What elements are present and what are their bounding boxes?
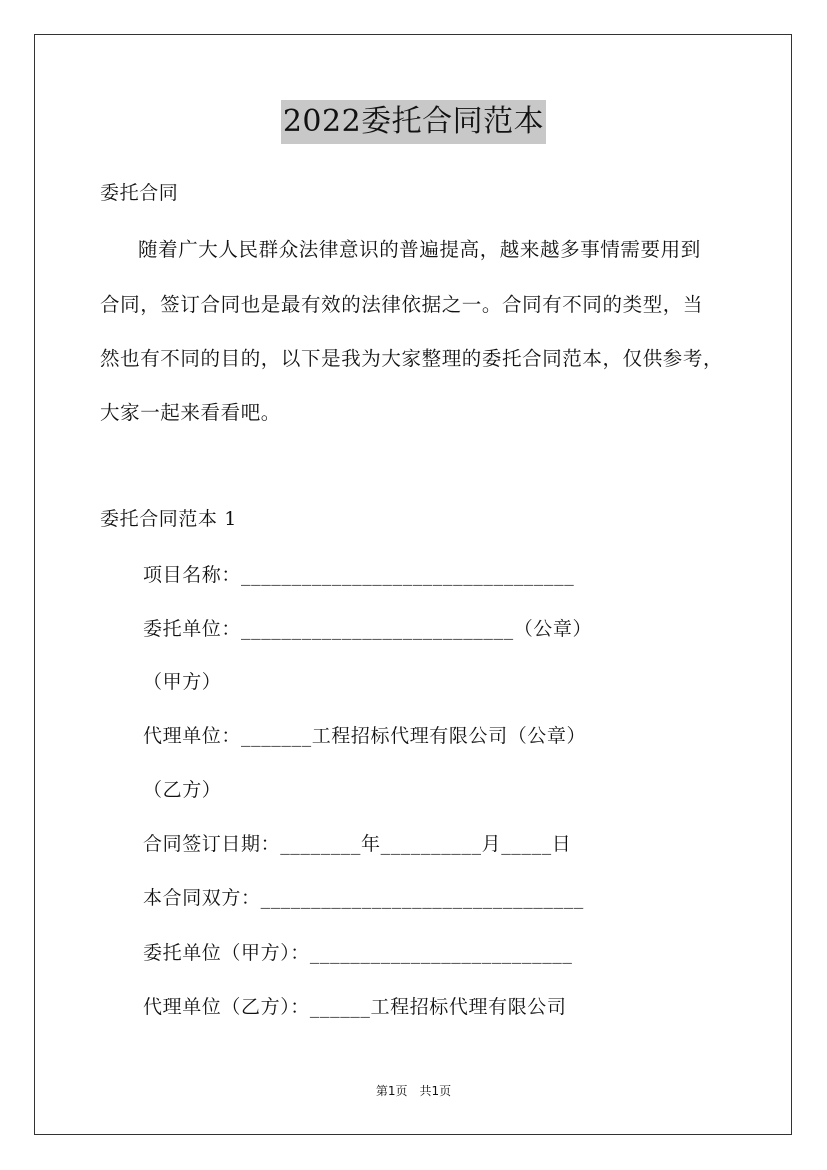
field-agent-unit: 代理单位：_______工程招标代理有限公司（公章）: [143, 725, 587, 747]
field-signing-date: 合同签订日期：________年__________月_____日: [143, 833, 572, 855]
field-both-parties: 本合同双方：________________________________: [143, 887, 584, 909]
document-title-wrapper: [0, 100, 827, 144]
field-party-a-unit: 委托单位（甲方）：__________________________: [143, 942, 573, 964]
field-client-unit: 委托单位：___________________________（公章）: [143, 618, 593, 640]
page-number: 第1页: [375, 1084, 408, 1098]
intro-line: 合同，签订合同也是最有效的法律依据之一。合同有不同的类型，当: [100, 293, 704, 316]
document-title: 2022委托合同范本: [281, 100, 546, 144]
field-party-a-label: （甲方）: [143, 671, 222, 693]
field-party-b-label: （乙方）: [143, 779, 222, 801]
intro-line: 随着广大人民群众法律意识的普遍提高，越来越多事情需要用到: [138, 238, 701, 261]
field-project-name: 项目名称：_________________________________: [143, 564, 575, 586]
page-total: 共1页: [419, 1084, 452, 1098]
section-heading-contract: 委托合同: [100, 182, 179, 204]
intro-line: 大家一起来看看吧。: [100, 401, 281, 424]
intro-line: 然也有不同的目的，以下是我为大家整理的委托合同范本，仅供参考，: [100, 347, 724, 370]
field-party-b-unit: 代理单位（乙方）：______工程招标代理有限公司: [143, 996, 567, 1018]
page-footer: [0, 1083, 827, 1099]
section-heading-template-1: 委托合同范本 1: [100, 508, 237, 530]
